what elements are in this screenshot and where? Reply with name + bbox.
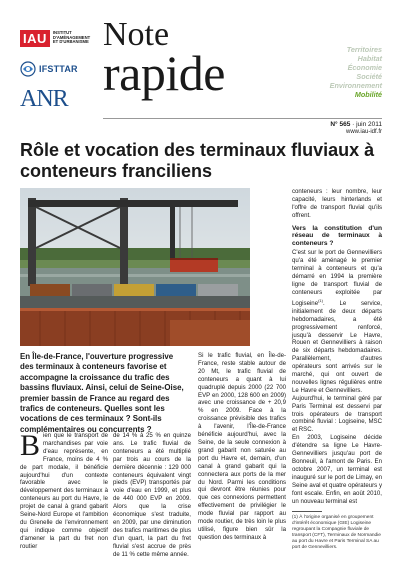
body-column-2-text: de 14 % à 25 % en quinze ans. Le trafic fluvial de conteneurs a été multiplié par trois au cours de la dernière décennie : 129 000 conteneurs équivalent vingt pieds (EVP) transportés par voie d'eau en 1999, et plus de 440 000 EVP en 2009. Alors que la crise économique s'est traduite, en 2009, par une diminution des trafics maritimes de plus d'un quart, la part du fret fluvial s'est accrue de près de 11 % cette même année.	[113, 432, 191, 558]
theme-territoires[interactable]: Territoires	[346, 45, 382, 54]
footnote-divider	[292, 511, 322, 512]
title-rapide: rapide	[103, 45, 225, 101]
website-link[interactable]: www.iau-idf.fr	[345, 129, 382, 135]
ifsttar-logo-text: IFSTTAR	[39, 64, 78, 74]
theme-habitat[interactable]: Habitat	[357, 54, 382, 63]
issue-info	[330, 121, 382, 128]
masthead-divider	[103, 118, 382, 119]
theme-mobilite[interactable]: Mobilité	[354, 90, 382, 99]
article-lead: En Île-de-France, l'ouverture progressive des terminaux à conteneurs favorise et accompagne la croissance du trafic des bassins fluviaux. Ainsi, celui de Seine-Oise, premier bassin de France au regard des trafics de conteneurs. Quelles sont les vocations de ces terminaux ? Sont-ils complémentaires ou concurrents ?	[20, 352, 184, 434]
body-column-3	[198, 352, 286, 542]
drop-cap: B	[20, 429, 41, 462]
issue-date: · juin 2011	[350, 121, 382, 128]
theme-economie[interactable]: Économie	[347, 63, 382, 72]
body-column-3-text: Si le trafic fluvial, en Île-de-France, reste stable autour de 20 Mt, le trafic fluvial de conteneurs a quant à lui quadruplé depuis 2000 (22 700 EVP en 2000, 128 600 en 2009) avec une croissance de + 20,9 % en 2009. Face à la croissance prévisible des trafics à l'avenir, l'Île-de-France bénéficie aujourd'hui, avec la Seine, de la seule connexion à grand gabarit non saturée au port du Havre et, demain, d'un canal à grand gabarit qui la connectera aux ports de la mer du Nord. Parmi les conditions qui devront être réunies pour que ces connexions permettent effectivement de privilégier le mode fluvial par rapport au mode routier, de très loin le plus utilisé, figure bien sûr la question des terminaux à	[198, 352, 286, 541]
body-column-1-text: ien que le transport de marchandises par voie d'eau représente, en France, moins de 4 % de part modale, il bénéficie aujourd'hui d'un contexte favorable avec le développement des terminaux à conteneurs au port du Havre, le projet de canal à grand gabarit Seine-Nord Europe et l'ambition du Grenelle de l'environnement qui indique comme objectif d'amener la part du fret non routier	[20, 432, 108, 550]
body-column-2	[113, 432, 191, 559]
para-1-text: C'est sur le port de Gennevilliers qu'a été aménagé le premier terminal à conteneurs et qu'a démarré en 1994 la première ligne de transport fluvial de conteneurs exploitée par Logiseine	[292, 249, 382, 307]
title-note: Note	[103, 16, 170, 53]
footnote: (1) À l'origine organisé en groupement d'intérêt économique (GIE) Logiseine regroupant la Compagnie fluviale de transport (CFT), Terminaux de Normandie au port du Havre et Paris Terminal SA au port de Gennevilliers.	[292, 515, 381, 551]
body-column-4-para-3: En 2003, Logiseine décide d'étendre sa ligne Le Havre-Gennevilliers jusqu'au port de Bonneuil, à l'amont de Paris. En octobre 2007, un terminal est inauguré sur le port de Limay, en Seine aval et quatre opérateurs y font escale. Enfin, en août 2010, un nouveau terminal est	[292, 434, 382, 505]
iau-logo-text: INSTITUT D'AMÉNAGEMENT ET D'URBANISME	[52, 30, 91, 45]
ifsttar-symbol-icon	[20, 61, 36, 77]
footnote-ref[interactable]: (1)	[318, 297, 323, 303]
para-1-end: . Le service, initialement de deux départs hebdomadaires, a été progressivement renforcé, jusqu'à desservir Le Havre, Rouen et Gennevilliers à raison de six départs hebdomadaires. Parallèlement, d'autres opérateurs sont arrivés sur le marché, qui ont ouvert de nouvelles lignes régulières entre Le Havre et Gennevilliers.	[292, 299, 382, 394]
theme-environnement[interactable]: Environnement	[329, 81, 382, 90]
body-column-4	[292, 188, 382, 551]
issue-number: N° 565	[330, 121, 351, 128]
body-column-4-para-1	[292, 249, 382, 394]
masthead	[0, 0, 400, 135]
body-column-4-intro: conteneurs : leur nombre, leur capacité, leurs hinterlands et l'offre de transport fluvial qu'ils offrent.	[292, 188, 382, 219]
section-subheading: Vers la constitution d'un réseau de terminaux à conteneurs ?	[292, 224, 382, 247]
container-terminal-photo	[20, 188, 250, 346]
anr-logo[interactable]: ANR	[20, 86, 68, 112]
container-terminal-illustration	[20, 188, 250, 346]
article-headline: Rôle et vocation des terminaux fluviaux à conteneurs franciliens	[20, 140, 375, 181]
theme-societe[interactable]: Société	[356, 72, 382, 81]
body-column-4-para-2: Aujourd'hui, le terminal géré par Paris Terminal est desservi par trois opérateurs de transport combiné fluvial : Logiseine, MSC et RSC.	[292, 394, 382, 434]
iau-logo-mark: IAU	[20, 30, 50, 47]
ifsttar-logo[interactable]	[20, 60, 90, 78]
theme-list	[330, 45, 382, 99]
iau-logo[interactable]	[20, 28, 90, 48]
body-column-1	[20, 429, 108, 551]
